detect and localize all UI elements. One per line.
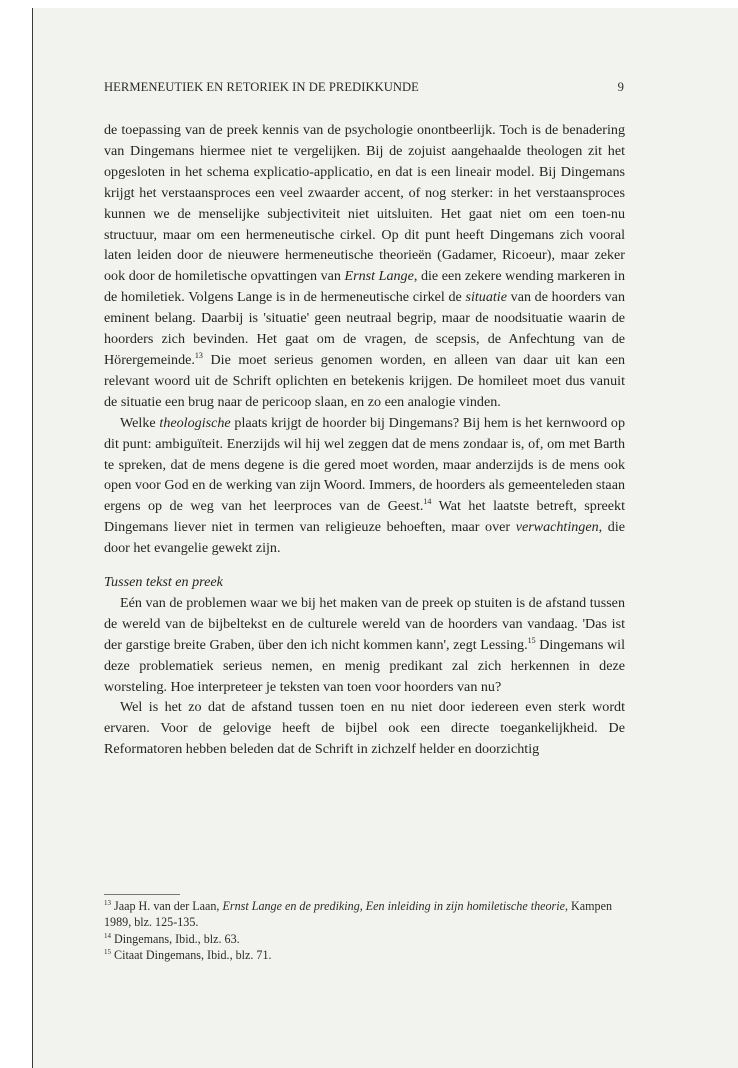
footnote-ref-13: 13 (194, 350, 203, 360)
footnote-ref-15: 15 (527, 635, 536, 645)
footnote-title: Ernst Lange en de prediking, Een inleiding in zijn homiletische theorie (222, 899, 565, 913)
footnote-13: $^{13}$ Jaap H. van der Laan, Ernst Lange en de prediking, Een inleiding in zijn homiletische theorie, Kampen 1989, blz. 125-135. (104, 899, 613, 930)
page-number: 9 (617, 80, 624, 94)
footnote-number: 15 (104, 947, 111, 956)
footnote-14: $^{14}$ Dingemans, Ibid., blz. 63. (104, 931, 240, 946)
main-text (104, 120, 625, 760)
footnote-number: 13 (104, 899, 111, 907)
paragraph-2: Welke theologische plaats krijgt de hoorder bij Dingemans? Bij hem is het kernwoord op dit punt: ambiguïteit. Enerzijds wil hij wel zeggen dat de mens zondaar is, of, om met Barth te spreken, dat de mens degene is die gered moet worden, maar anderzijds is de mens ook open voor God en de werking van zijn Woord. Immers, de hoorders als gemeenteleden staan ergens op de weg van het leerproces van de Geest.$^{14}$ Wat het laatste betreft, spreekt Dingemans liever niet in termen van religieuze behoeften, maar over verwachtingen, die door het evangelie gewekt zijn. (104, 414, 626, 557)
running-title: HERMENEUTIEK EN RETORIEK IN DE PREDIKKUNDE (104, 80, 419, 94)
paragraph-1: de toepassing van de preek kennis van de psychologie onontbeerlijk. Toch is de benadering van Dingemans hiermee niet te vergelijken. Bij de zojuist aangehaalde theologen zit het opgesloten in het schema explicatio-applicatio, en dat is een lineair model. Bij Dingemans krijgt het verstaansproces een veel zwaarder accent, of nog sterker: in het verstaansproces kunnen we de menselijke subjectiviteit niet uitsluiten. Het gaat niet om een toen-nu structuur, maar om een hermeneutische cirkel. Op dit punt heeft Dingemans zich vooral laten leiden door de nieuwere hermeneutische theorieën (Gadamer, Ricoeur), maar zeker ook door de homiletische opvattingen van Ernst Lange, die een zekere wending markeren in de homiletiek. Volgens Lange is in de hermeneutische cirkel de situatie van de hoorders van eminent belang. Daarbij is 'situatie' geen neutraal begrip, maar de noodsituatie waarin de hoorders zich bevinden. Het gaat om de vragen, de scepsis, de Anfechtung van de Hörergemeinde.$^{13}$ Die moet serieus genomen worden, en alleen van daar uit kan een relevant woord uit de Schrift oplichten en betekenis krijgen. De homileet moet dus vanuit de situatie een brug naar de pericoop slaan, en zo een analogie vinden. (104, 122, 625, 410)
section-subheading: Tussen tekst en preek (104, 574, 223, 591)
footnotes (104, 898, 625, 963)
footnote-ref-14: 14 (423, 497, 432, 507)
emphasis-theologische: theologische (159, 414, 231, 431)
footnote-15: $^{15}$ Citaat Dingemans, Ibid., blz. 71. (104, 947, 272, 962)
paragraph-4: Wel is het zo dat de afstand tussen toen en nu niet door iedereen even sterk wordt ervaren. Voor de gelovige heeft de bijbel ook een directe toegankelijkheid. De Reformatoren hebben beleden dat de Schrift in zichzelf helder en doorzichtig (104, 699, 625, 758)
running-header (104, 80, 624, 95)
footnote-number: 14 (104, 931, 111, 940)
emphasis-situatie: situatie (465, 289, 507, 306)
footnote-divider (104, 894, 180, 895)
paragraph-3: Eén van de problemen waar we bij het maken van de preek op stuiten is de afstand tussen de wereld van de bijbeltekst en de culturele wereld van de hoorders van vandaag. 'Das ist der garstige breite Graben, über den ich nicht kommen kann', zegt Lessing.$^{15}$ Dingemans wil deze problematiek serieus nemen, en menig predikant zal zich herkennen in deze worsteling. Hoe interpreteer je teksten van toen voor hoorders van nu? (104, 594, 625, 695)
emphasis-ernst-lange: Ernst Lange (344, 268, 414, 285)
emphasis-verwachtingen: verwachtingen (515, 519, 599, 536)
